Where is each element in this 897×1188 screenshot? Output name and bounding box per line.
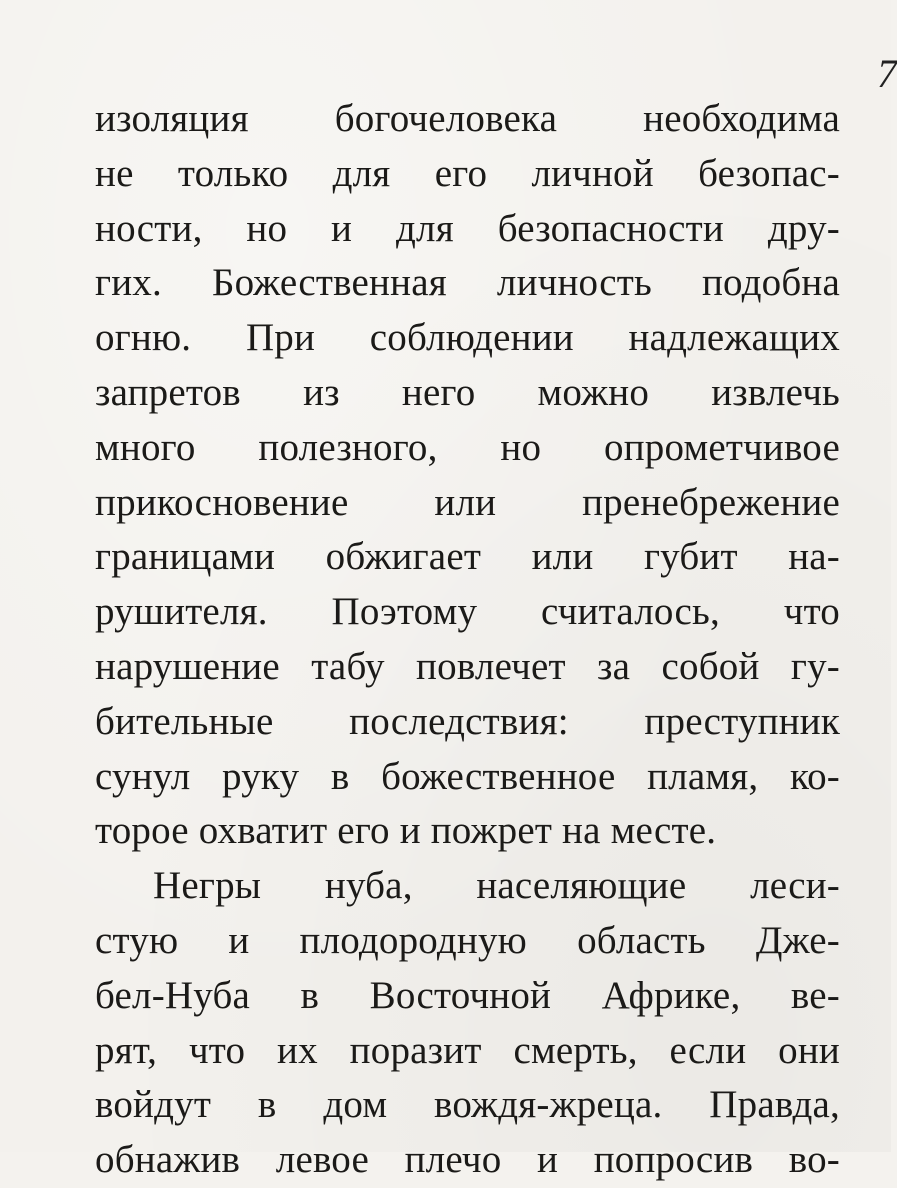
text-line: сунул руку в божественное пламя, ко- xyxy=(95,754,840,798)
text-line: войдут в дом вождя-жреца. Правда, xyxy=(95,1083,840,1127)
text-line: нарушение табу повлечет за собой гу- xyxy=(95,644,840,688)
text-line: рушителя. Поэтому считалось, что xyxy=(95,590,840,634)
text-line: бительные последствия: преступник xyxy=(95,699,840,743)
paragraph-start-line: Негры нуба, населяющие леси- xyxy=(153,864,840,908)
text-line: огню. При соблюдении надлежащих xyxy=(95,316,840,360)
text-line: бел-Нуба в Восточной Африке, ве- xyxy=(95,973,840,1017)
text-line: изоляция богочеловека необходима xyxy=(95,97,840,140)
text-line: гих. Божественная личность подобна xyxy=(95,261,840,305)
text-line: стую и плодородную область Дже- xyxy=(95,918,840,962)
text-line: много полезного, но опрометчивое xyxy=(95,425,840,469)
text-line: торое охватит его и пожрет на месте. xyxy=(95,809,717,853)
text-line: обнажив левое плечо и попросив во- xyxy=(95,1138,840,1182)
page-number: 7 xyxy=(877,51,897,96)
text-line: ности, но и для безопасности дру- xyxy=(95,206,840,250)
body-text xyxy=(95,92,840,1188)
text-line: прикосновение или пренебрежение xyxy=(95,480,840,524)
text-line: запретов из него можно извлечь xyxy=(95,370,840,414)
text-line: не только для его личной безопас- xyxy=(95,151,840,195)
text-line: границами обжигает или губит на- xyxy=(95,535,840,579)
text-line: рят, что их поразит смерть, если они xyxy=(95,1028,840,1072)
